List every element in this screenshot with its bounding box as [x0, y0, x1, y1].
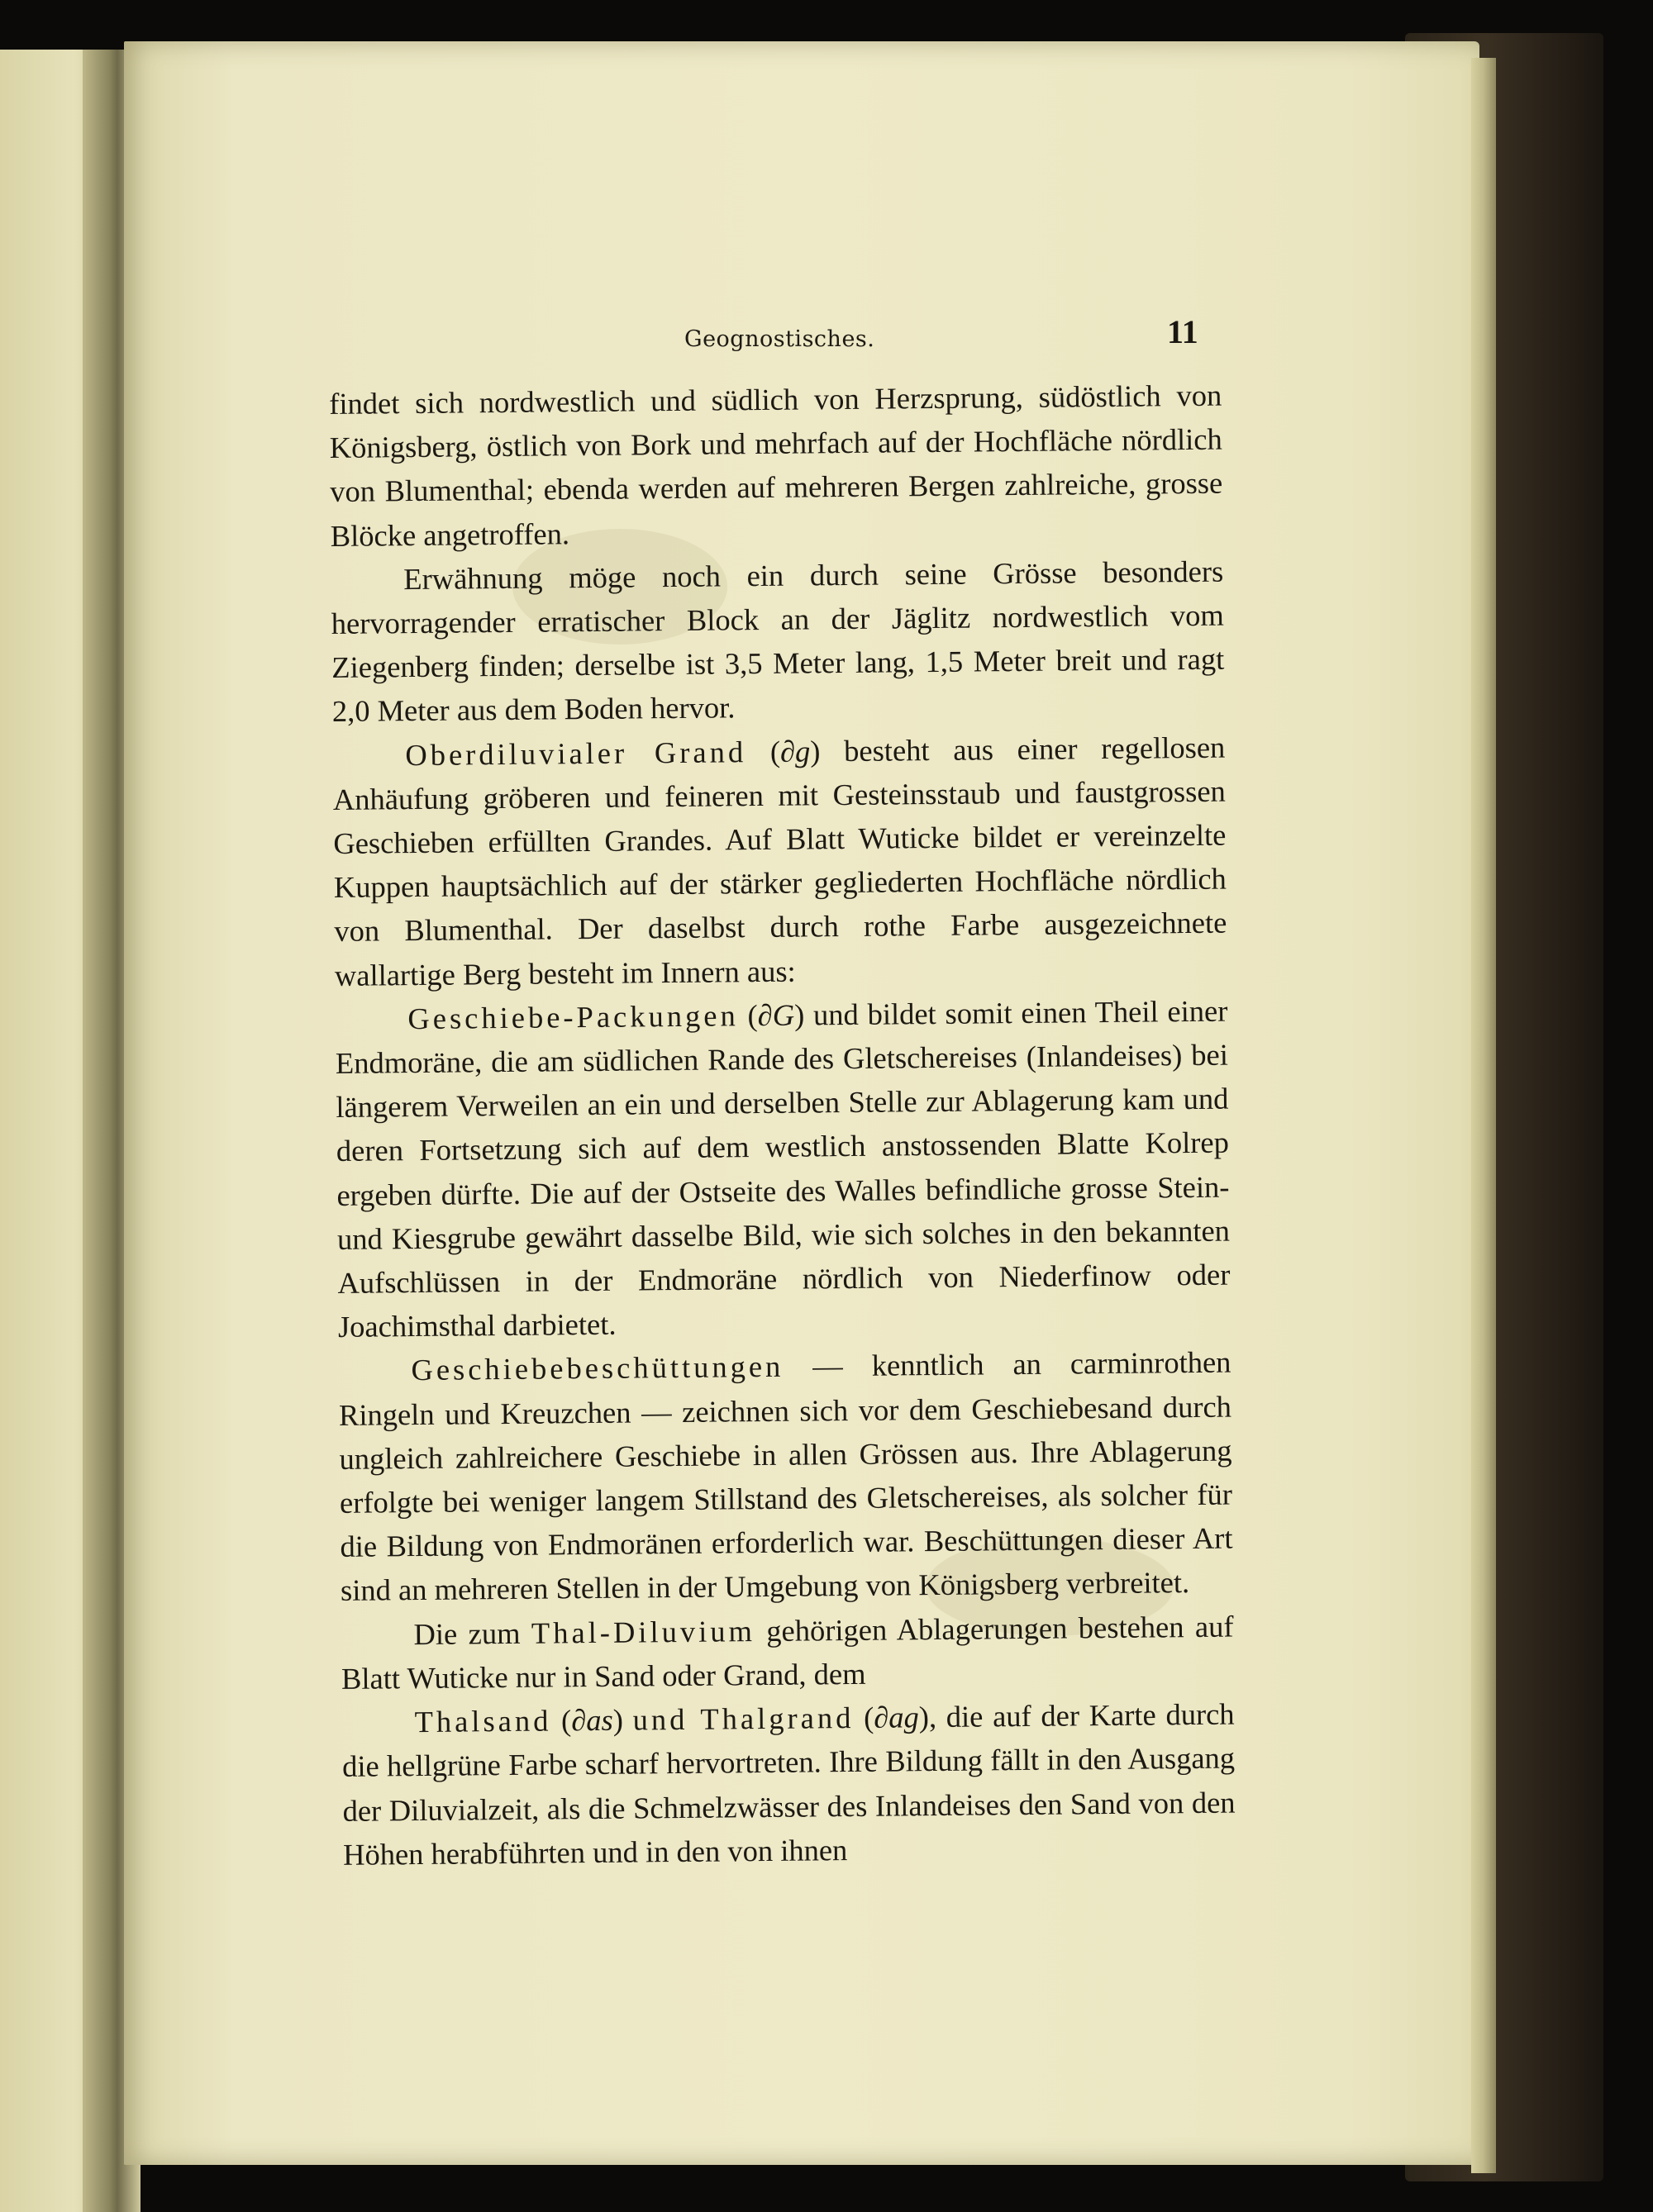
text-run: ) und bildet somit einen Theil einer Endmoräne, die am südlichen Rande des Gletschereises (Inlandeises) bei längerem Verweilen an ein und derselben Stelle zur Ablagerung kam und deren Fortsetzung sich auf dem westlich anstossenden Blatte Kolrep ergeben dürfte. Die auf der Ostseite des Walles befindliche grosse Stein- und Kiesgrube gewährt dasselbe Bild, wie sich solches in den bekannten Aufschlüssen in der Endmoräne nördlich von Niederfinow oder Joachimsthal darbietet.	[335, 993, 1231, 1344]
text-run: (	[551, 1703, 572, 1738]
paragraph	[341, 1604, 1234, 1701]
body-text	[329, 373, 1236, 1877]
text-run: (	[854, 1700, 874, 1735]
running-title: Geognostisches.	[684, 326, 875, 352]
text-run: — kenntlich an carminrothen Ringeln und Kreuzchen — zeichnen sich vor dem Geschiebesand durch ungleich zahlreichere Geschiebe in allen Grössen aus. Ihre Ablagerung erfolgte bei weniger langem Stillstand des Gletschereises, als solcher für die Bildung von Endmoränen erforderlich war. Beschüttungen dieser Art sind an mehreren Stellen in der Umgebung von Königsberg verbreitet.	[338, 1345, 1233, 1608]
spaced-term: Thal-Diluvium	[531, 1613, 756, 1650]
text-run: ), die auf der Karte durch die hellgrüne Farbe scharf hervortreten. Ihre Bildung fällt in den Ausgang der Diluvialzeit, als die Schmelzwässer des Inlandeises den Sand von den Höhen herabführten und in den von ihnen	[341, 1696, 1236, 1872]
map-symbol: ∂as	[571, 1702, 613, 1738]
text-run: Erwähnung möge noch ein durch seine Grösse besonders hervorragender erratischer Block an der Jäglitz nordwestlich vom Ziegenberg finden; derselbe ist 3,5 Meter lang, 1,5 Meter breit und ragt 2,0 Meter aus dem Boden hervor.	[331, 554, 1225, 729]
paragraph	[335, 988, 1231, 1349]
spaced-term: Geschiebebeschüttungen	[411, 1349, 784, 1387]
text-run: )	[612, 1702, 633, 1737]
spaced-term: Thalsand	[414, 1703, 552, 1739]
text-run: ) besteht aus einer regellosen Anhäufung gröberen und feineren mit Gesteinsstaub und faustgrossen Geschieben erfüllten Grandes. Auf Blatt Wuticke bildet er vereinzelte Kuppen hauptsächlich auf der stärker gegliederten Hochfläche nördlich von Blumenthal. Der daselbst durch rothe Farbe ausgezeichnete wallartige Berg besteht im Innern aus:	[332, 730, 1227, 992]
text-run: gehörigen Ablagerungen bestehen auf Blatt Wuticke nur in Sand oder Grand, dem	[341, 1609, 1234, 1696]
paragraph	[341, 1692, 1236, 1877]
map-symbol: ∂G	[757, 997, 795, 1032]
spaced-term: Oberdiluvialer Grand	[405, 734, 747, 772]
paragraph	[338, 1340, 1233, 1613]
text-run: (	[746, 734, 781, 768]
page-number: 11	[1167, 313, 1198, 350]
map-symbol: ∂ag	[874, 1700, 920, 1734]
spaced-term: und Thalgrand	[632, 1701, 855, 1737]
paragraph	[329, 373, 1223, 558]
text-run: Die zum	[413, 1615, 532, 1651]
page-stack-edge	[1471, 58, 1496, 2173]
text-run: findet sich nordwestlich und südlich von Herzsprung, südöstlich von Königsberg, östlich von Bork und mehrfach auf der Hochfläche nördlich von Blumenthal; ebenda werden auf mehreren Bergen zahlreiche, grosse Blöcke angetroffen.	[329, 378, 1223, 553]
spaced-term: Geschiebe-Packungen	[407, 998, 739, 1035]
text-run: (	[738, 997, 758, 1033]
paragraph	[331, 549, 1225, 733]
map-symbol: ∂g	[779, 734, 811, 768]
paragraph	[332, 725, 1227, 997]
